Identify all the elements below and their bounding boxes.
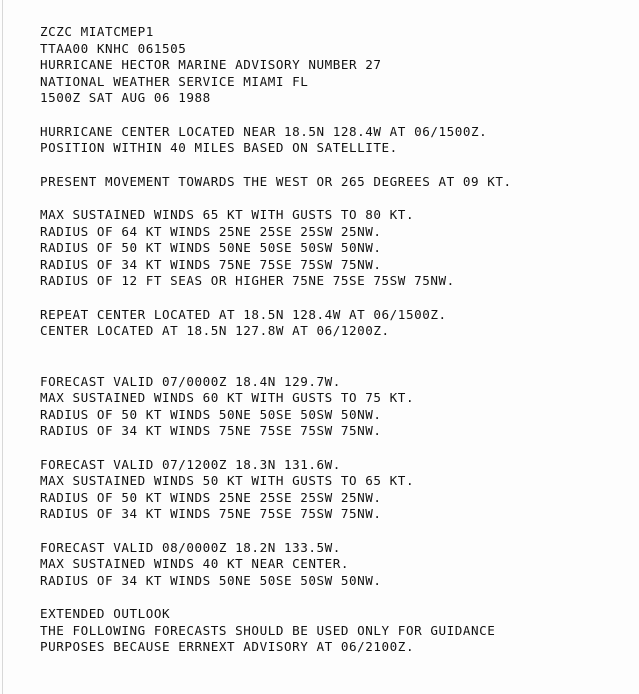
winds-block (40, 207, 635, 290)
forecast-block-1 (40, 374, 635, 440)
spacer (40, 107, 635, 124)
header-line: ZCZC MIATCMEP1 (40, 24, 154, 39)
winds-line: RADIUS OF 12 FT SEAS OR HIGHER 75NE 75SE 75SW 75NW. (40, 273, 455, 288)
spacer (40, 440, 635, 457)
outlook-line: EXTENDED OUTLOOK (40, 606, 171, 621)
winds-line: MAX SUSTAINED WINDS 65 KT WITH GUSTS TO 80 KT. (40, 207, 415, 222)
forecast-block-3 (40, 540, 635, 590)
spacer (40, 589, 635, 606)
forecast-line: MAX SUSTAINED WINDS 60 KT WITH GUSTS TO 75 KT. (40, 390, 415, 405)
movement-block (40, 174, 635, 191)
spacer (40, 290, 635, 307)
winds-line: RADIUS OF 50 KT WINDS 50NE 50SE 50SW 50NW. (40, 240, 382, 255)
repeat-block (40, 307, 635, 340)
forecast-block-2 (40, 457, 635, 523)
header-line: NATIONAL WEATHER SERVICE MIAMI FL (40, 73, 309, 89)
forecast-line: RADIUS OF 34 KT WINDS 75NE 75SE 75SW 75NW. (40, 423, 382, 438)
outlook-line: PURPOSES BECAUSE ERRNEXT ADVISORY AT 06/2100Z. (40, 639, 415, 654)
spacer (40, 190, 635, 207)
spacer (40, 157, 635, 174)
forecast-line: RADIUS OF 34 KT WINDS 50NE 50SE 50SW 50NW. (40, 572, 382, 588)
forecast-line: RADIUS OF 50 KT WINDS 25NE 25SE 25SW 25NW. (40, 489, 382, 505)
forecast-line: FORECAST VALID 07/0000Z 18.4N 129.7W. (40, 373, 341, 389)
header-line: HURRICANE HECTOR MARINE ADVISORY NUMBER 27 (40, 57, 382, 72)
forecast-line: RADIUS OF 50 KT WINDS 50NE 50SE 50SW 50NW. (40, 406, 382, 422)
outlook-line: THE FOLLOWING FORECASTS SHOULD BE USED ONLY FOR GUIDANCE (40, 622, 496, 638)
outlook-block (40, 606, 635, 656)
header-line: TTAA00 KNHC 061505 (40, 40, 187, 56)
page-edge-divider (2, 0, 3, 694)
spacer (40, 340, 635, 374)
repeat-line: REPEAT CENTER LOCATED AT 18.5N 128.4W AT 06/1500Z. (40, 306, 447, 322)
repeat-line: CENTER LOCATED AT 18.5N 127.8W AT 06/1200Z. (40, 323, 390, 338)
spacer (40, 523, 635, 540)
forecast-line: MAX SUSTAINED WINDS 50 KT WITH GUSTS TO 65 KT. (40, 473, 415, 488)
forecast-line: RADIUS OF 34 KT WINDS 75NE 75SE 75SW 75NW. (40, 506, 382, 521)
header-line: 1500Z SAT AUG 06 1988 (40, 90, 211, 105)
forecast-line: FORECAST VALID 08/0000Z 18.2N 133.5W. (40, 539, 341, 555)
center-block (40, 124, 635, 157)
forecast-line: FORECAST VALID 07/1200Z 18.3N 131.6W. (40, 456, 341, 472)
winds-line: RADIUS OF 34 KT WINDS 75NE 75SE 75SW 75NW. (40, 256, 382, 272)
center-line: POSITION WITHIN 40 MILES BASED ON SATELLITE. (40, 140, 398, 155)
winds-line: RADIUS OF 64 KT WINDS 25NE 25SE 25SW 25NW. (40, 223, 382, 239)
header-block (40, 24, 635, 107)
forecast-line: MAX SUSTAINED WINDS 40 KT NEAR CENTER. (40, 556, 350, 571)
marine-advisory-text (40, 24, 635, 656)
movement-line: PRESENT MOVEMENT TOWARDS THE WEST OR 265 DEGREES AT 09 KT. (40, 173, 512, 189)
center-line: HURRICANE CENTER LOCATED NEAR 18.5N 128.4W AT 06/1500Z. (40, 123, 488, 139)
